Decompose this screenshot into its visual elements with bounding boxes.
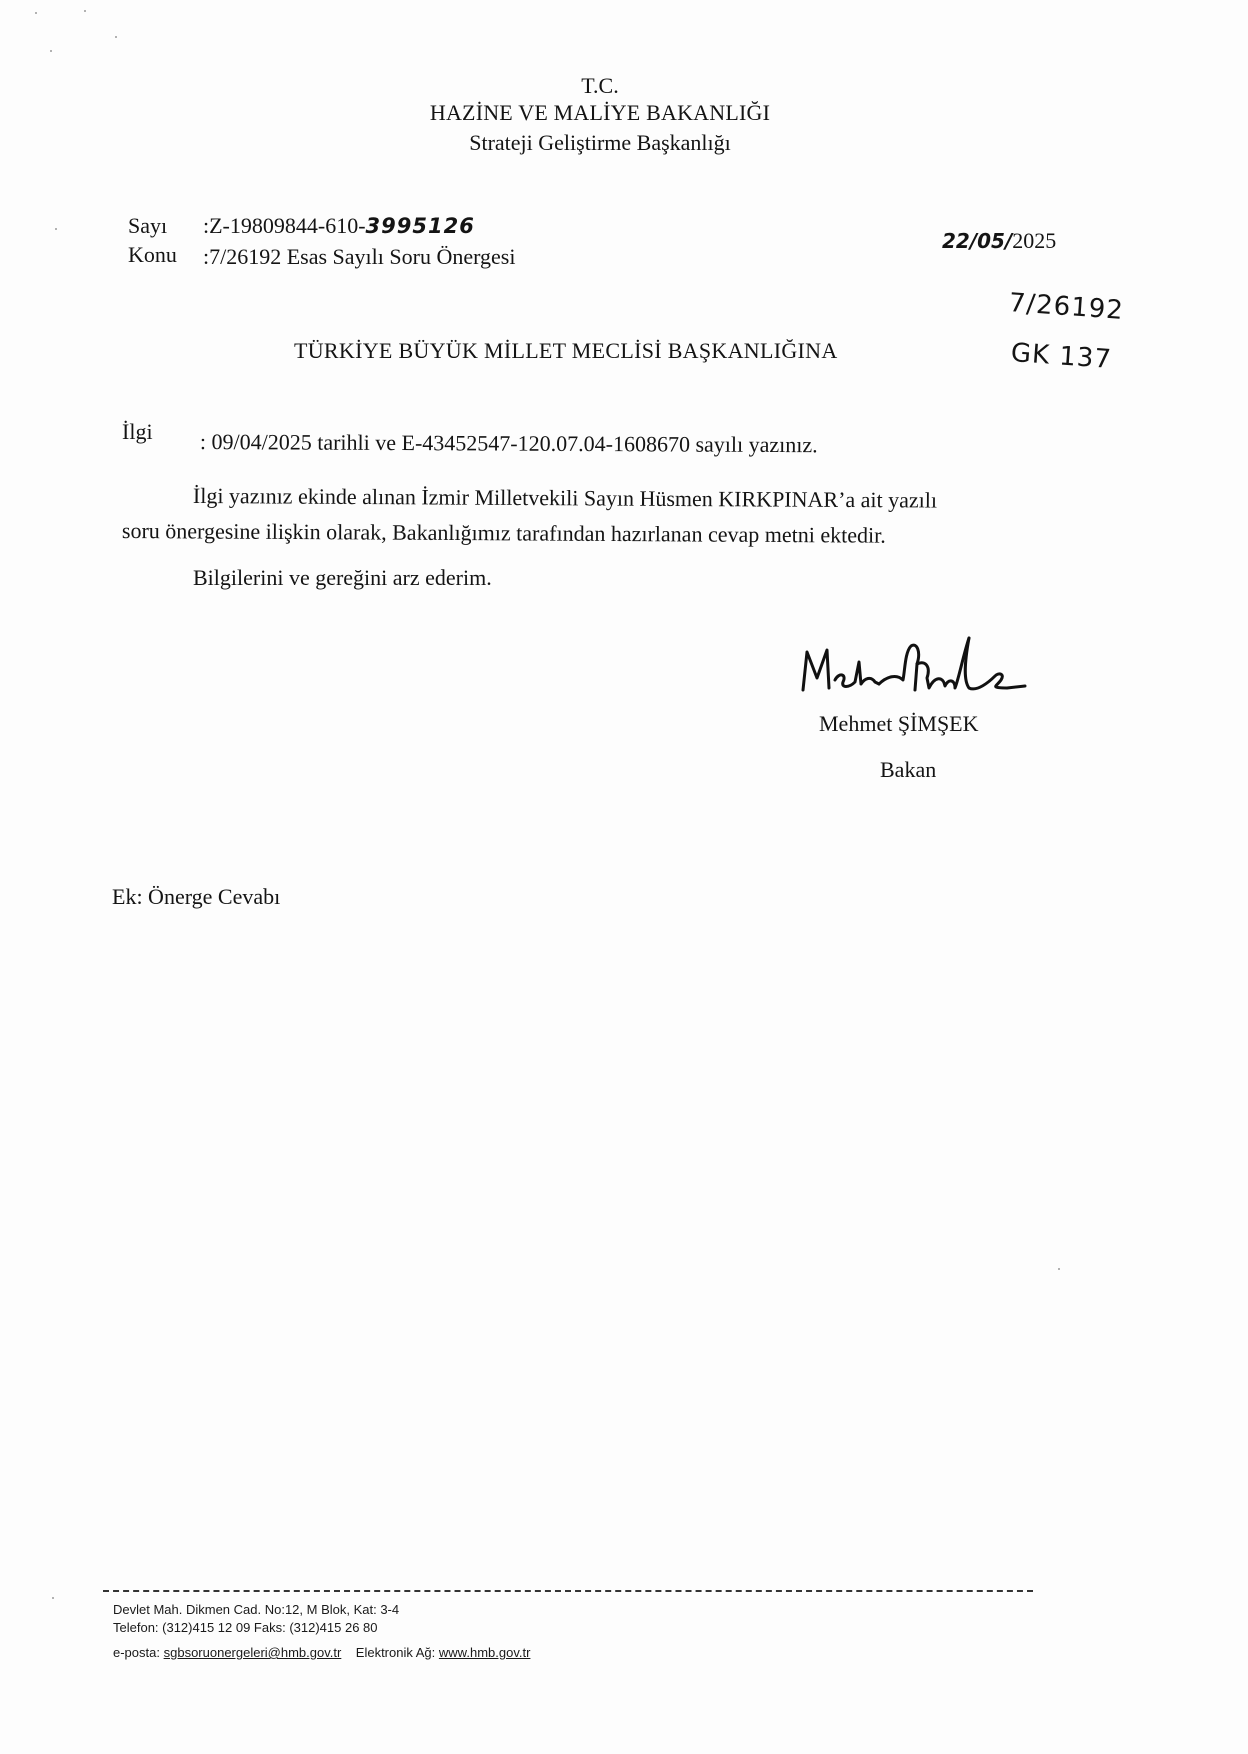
scan-speck: [50, 50, 52, 52]
ilgi-label: İlgi: [122, 419, 153, 444]
footer-contact-row: [113, 1645, 530, 1660]
scan-speck: [84, 10, 86, 12]
scan-speck: [52, 1597, 54, 1599]
header-ministry: HAZİNE VE MALİYE BAKANLIĞI: [429, 100, 771, 125]
scan-speck: [35, 12, 37, 14]
footer-network-label: Elektronik Ağ:: [355, 1645, 436, 1660]
footer-divider: [103, 1590, 1033, 1592]
footer-email-label: e-posta:: [113, 1645, 160, 1660]
body-paragraph-1-line-2: soru önergesine ilişkin olarak, Bakanlığımız tarafından hazırlanan cevap metni ektedir.: [121, 518, 886, 548]
konu-label: Konu: [128, 242, 177, 267]
body-paragraph-2: Bilgilerini ve gereğini arz ederim.: [193, 565, 492, 590]
footer-phone: Telefon: (312)415 12 09 Faks: (312)415 26 80: [113, 1620, 378, 1635]
margin-note-code: GK 137: [1009, 338, 1113, 375]
footer-address: Devlet Mah. Dikmen Cad. No:12, M Blok, Kat: 3-4: [113, 1602, 400, 1617]
footer-email-link[interactable]: sgbsoruonergeleri@hmb.gov.tr: [163, 1645, 342, 1660]
footer-website-link[interactable]: www.hmb.gov.tr: [438, 1645, 531, 1660]
signatory-name: Mehmet ŞİMŞEK: [819, 711, 979, 736]
scan-speck: [115, 36, 117, 38]
date-year: 2025: [1012, 228, 1057, 253]
konu-value: :7/26192 Esas Sayılı Soru Önergesi: [203, 244, 516, 269]
signatory-title: Bakan: [880, 757, 937, 782]
header-department: Strateji Geliştirme Başkanlığı: [469, 130, 731, 155]
body-paragraph-1-line-1: İlgi yazınız ekinde alınan İzmir Milletvekili Sayın Hüsmen KIRKPINAR’a ait yazılı: [192, 483, 938, 513]
date-handwritten: 22/05/: [942, 229, 1013, 253]
attachment-note: Ek: Önerge Cevabı: [112, 884, 281, 909]
handwritten-signature: [793, 630, 1033, 700]
sayi-row: [203, 213, 475, 239]
header-country: T.C.: [581, 73, 619, 98]
scan-speck: [1058, 1268, 1060, 1270]
sayi-handwritten-number: 3995126: [365, 214, 475, 238]
sayi-label: Sayı: [128, 213, 168, 238]
document-date: [942, 228, 1056, 254]
margin-note-reference: 7/26192: [1007, 288, 1125, 326]
addressee: TÜRKİYE BÜYÜK MİLLET MECLİSİ BAŞKANLIĞINA: [294, 338, 838, 363]
scan-speck: [55, 228, 57, 230]
ilgi-text: : 09/04/2025 tarihli ve E-43452547-120.07.04-1608670 sayılı yazınız.: [199, 429, 818, 458]
sayi-value: :Z-19809844-610-: [203, 213, 366, 238]
